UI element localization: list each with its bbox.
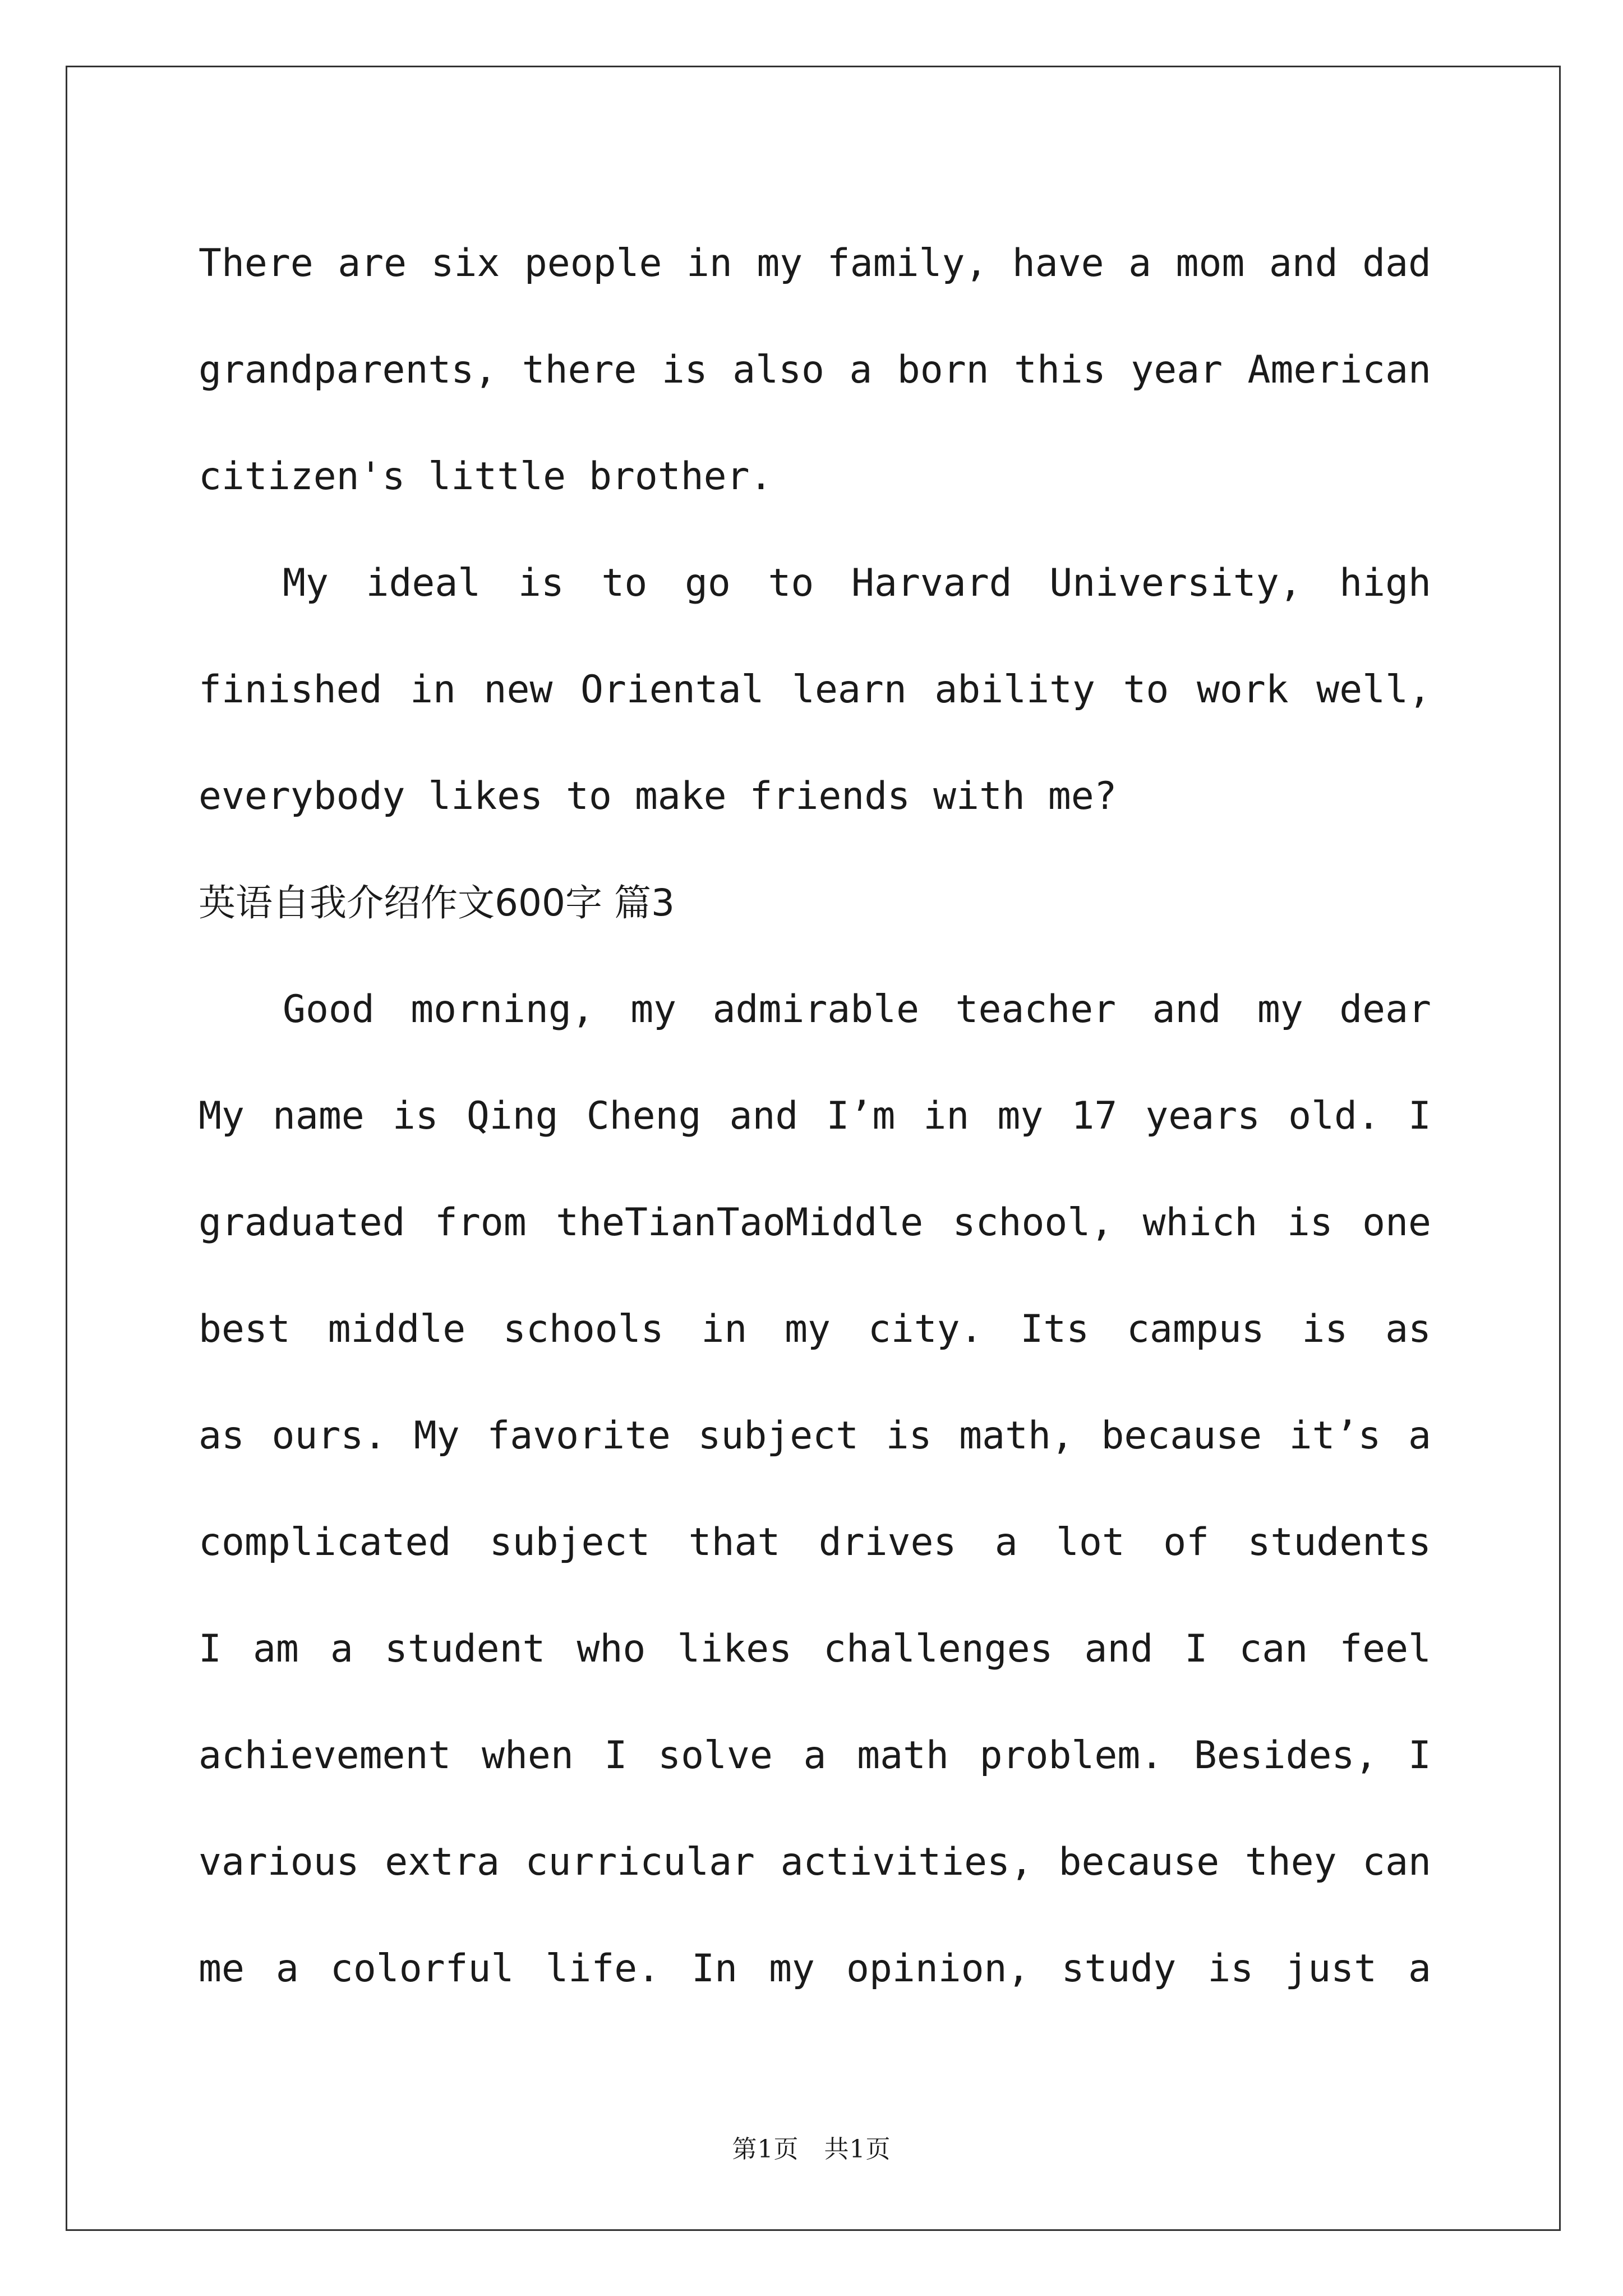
section-heading: 英语自我介绍作文600字 篇3: [199, 881, 675, 924]
text-line-17: me a colorful life. In my opinion, study is just a: [199, 1947, 1431, 1991]
text-line-3: citizen's little brother.: [199, 454, 773, 499]
text-line-6: everybody likes to make friends with me?: [199, 774, 1117, 818]
text-line-1: There are six people in my family, have a mom and dad: [199, 241, 1431, 286]
text-line-14: I am a student who likes challenges and I can feel: [199, 1627, 1431, 1671]
document-body: [199, 210, 1431, 2022]
text-line-9: My name is Qing Cheng and I’m in my 17 years old. I: [199, 1094, 1431, 1138]
text-line-13: complicated subject that drives a lot of students: [199, 1520, 1431, 1565]
text-line-5: finished in new Oriental learn ability to work well,: [199, 668, 1431, 712]
page-number-footer: 第1页 共1页: [732, 2135, 891, 2164]
text-line-8: Good morning, my admirable teacher and my dear: [283, 987, 1431, 1032]
text-line-2: grandparents, there is also a born this year American: [199, 348, 1431, 392]
text-line-11: best middle schools in my city. Its campus is as: [199, 1307, 1431, 1351]
text-line-15: achievement when I solve a math problem. Besides, I: [199, 1733, 1431, 1778]
text-line-10: graduated from theTianTaoMiddle school, which is one: [199, 1200, 1431, 1245]
text-line-16: various extra curricular activities, because they can: [199, 1840, 1431, 1884]
text-line-4: My ideal is to go to Harvard University, high: [283, 561, 1431, 605]
text-line-12: as ours. My favorite subject is math, because it’s a: [199, 1414, 1431, 1458]
